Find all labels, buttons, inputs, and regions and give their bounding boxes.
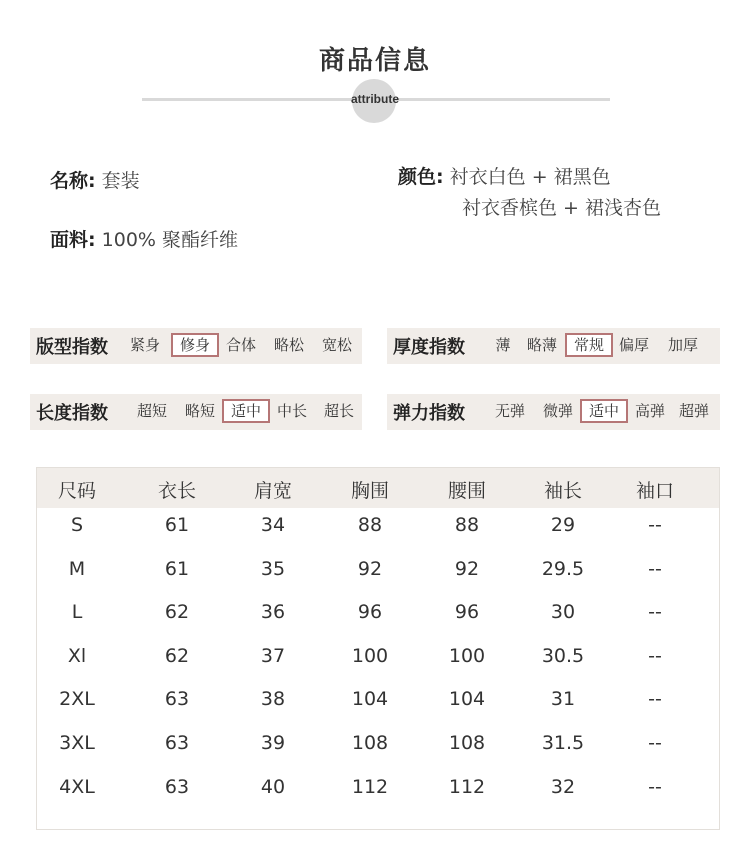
size-table-cell: Xl bbox=[67, 644, 87, 667]
thickness-option: 略薄 bbox=[526, 336, 557, 354]
size-table-cell: 61 bbox=[164, 514, 190, 536]
size-table-cell: 40 bbox=[260, 775, 286, 798]
size-table-header-cell: 肩宽 bbox=[253, 480, 292, 502]
info-color bbox=[398, 162, 611, 189]
size-table-cell: 37 bbox=[260, 644, 286, 667]
size-table-cell: 92 bbox=[454, 557, 480, 580]
length-option: 超长 bbox=[323, 402, 354, 420]
size-table-cell: -- bbox=[648, 514, 662, 536]
size-table-cell: 29 bbox=[550, 514, 576, 536]
length-option-selected: 适中 bbox=[222, 399, 270, 423]
size-table-cell: 100 bbox=[448, 644, 486, 667]
fit-option: 宽松 bbox=[321, 336, 352, 354]
size-table-cell: 30.5 bbox=[541, 644, 585, 667]
page-title: 商品信息 bbox=[318, 46, 431, 76]
size-table-cell: 30 bbox=[550, 601, 576, 624]
size-table-cell: 4XL bbox=[59, 775, 95, 798]
size-table-cell: 63 bbox=[164, 775, 190, 798]
info-color-value-2: 衬衣香槟色 + 裙浅杏色 bbox=[462, 197, 661, 219]
size-table-header-cell: 袖长 bbox=[543, 480, 582, 502]
elasticity-option: 高弹 bbox=[634, 402, 665, 420]
size-table-cell: 34 bbox=[260, 514, 286, 536]
size-table-header-cell: 袖口 bbox=[635, 480, 674, 502]
size-table-header-cell: 腰围 bbox=[447, 480, 486, 502]
thickness-option: 偏厚 bbox=[618, 336, 649, 354]
info-fabric-value: 100% 聚酯纤维 bbox=[101, 229, 239, 251]
fit-index bbox=[30, 328, 362, 364]
size-table-cell: 32 bbox=[550, 775, 576, 798]
size-table-cell: 104 bbox=[448, 688, 486, 711]
info-name bbox=[50, 166, 140, 193]
thickness-index-label: 厚度指数 bbox=[393, 337, 465, 358]
size-table-cell: 31 bbox=[550, 688, 576, 711]
size-table-cell: 29.5 bbox=[541, 557, 585, 580]
size-table-cell: 61 bbox=[164, 557, 190, 580]
size-table-cell: 96 bbox=[454, 601, 480, 624]
fit-option: 略松 bbox=[273, 336, 304, 354]
fit-index-label: 版型指数 bbox=[36, 337, 108, 358]
size-table-cell: 62 bbox=[164, 601, 190, 624]
size-table-header-cell: 衣长 bbox=[157, 480, 196, 502]
size-table-cell: 38 bbox=[260, 688, 286, 711]
size-table-cell: 31.5 bbox=[541, 732, 585, 754]
size-table-cell: -- bbox=[648, 732, 662, 754]
info-name-key: 名称: bbox=[50, 170, 96, 192]
elasticity-option-selected: 适中 bbox=[580, 399, 628, 423]
size-table-cell: 62 bbox=[164, 644, 190, 667]
size-table-cell: -- bbox=[648, 644, 662, 667]
size-table-cell: 92 bbox=[357, 557, 383, 580]
elasticity-index bbox=[387, 394, 720, 430]
size-table-cell: -- bbox=[648, 775, 662, 798]
size-table-cell: 100 bbox=[351, 644, 389, 667]
title-subtitle: attribute bbox=[351, 92, 399, 106]
info-fabric-key: 面料: bbox=[50, 229, 96, 251]
elasticity-option: 超弹 bbox=[678, 402, 709, 420]
size-table-cell: -- bbox=[648, 688, 662, 711]
info-fabric bbox=[50, 225, 238, 252]
length-option: 中长 bbox=[276, 402, 307, 420]
size-table-cell: 63 bbox=[164, 688, 190, 711]
size-table-cell: 104 bbox=[351, 688, 389, 711]
size-table-cell: 3XL bbox=[59, 732, 95, 754]
size-table-cell: 88 bbox=[357, 514, 383, 536]
size-table-header-cell: 尺码 bbox=[57, 480, 96, 502]
length-option: 超短 bbox=[136, 402, 167, 420]
length-option: 略短 bbox=[184, 402, 215, 420]
size-table-cell: 96 bbox=[357, 601, 383, 624]
thickness-index bbox=[387, 328, 720, 364]
size-table-cell: 108 bbox=[351, 732, 389, 754]
length-index bbox=[30, 394, 362, 430]
size-table-cell: 88 bbox=[454, 514, 480, 536]
info-color-key: 颜色: bbox=[398, 166, 444, 188]
elasticity-option: 微弹 bbox=[542, 402, 573, 420]
thickness-option-selected: 常规 bbox=[565, 333, 613, 357]
size-table-cell: -- bbox=[648, 601, 662, 624]
size-table-cell: 112 bbox=[351, 775, 389, 798]
size-table-cell: -- bbox=[648, 557, 662, 580]
size-table-cell: 108 bbox=[448, 732, 486, 754]
length-index-label: 长度指数 bbox=[36, 403, 108, 424]
size-table-cell: 35 bbox=[260, 557, 286, 580]
fit-option: 紧身 bbox=[129, 336, 160, 354]
size-table-cell: 39 bbox=[260, 732, 286, 754]
fit-option: 合体 bbox=[225, 336, 256, 354]
size-table-cell: 36 bbox=[260, 601, 286, 624]
size-table-cell: M bbox=[68, 557, 86, 580]
fit-option-selected: 修身 bbox=[171, 333, 219, 357]
elasticity-index-label: 弹力指数 bbox=[393, 403, 465, 424]
thickness-option: 薄 bbox=[495, 336, 511, 354]
size-table-cell: 63 bbox=[164, 732, 190, 754]
thickness-option: 加厚 bbox=[667, 336, 698, 354]
size-table-header bbox=[37, 468, 719, 508]
size-table-header-cell: 胸围 bbox=[350, 480, 389, 502]
size-table-cell: 2XL bbox=[59, 688, 95, 711]
size-table-cell: 112 bbox=[448, 775, 486, 798]
info-color-value-1: 衬衣白色 + 裙黑色 bbox=[449, 166, 611, 188]
info-name-value: 套装 bbox=[101, 170, 140, 192]
size-table-cell: L bbox=[71, 601, 83, 624]
size-table bbox=[36, 467, 720, 830]
size-table-cell: S bbox=[70, 514, 84, 536]
elasticity-option: 无弹 bbox=[494, 402, 525, 420]
